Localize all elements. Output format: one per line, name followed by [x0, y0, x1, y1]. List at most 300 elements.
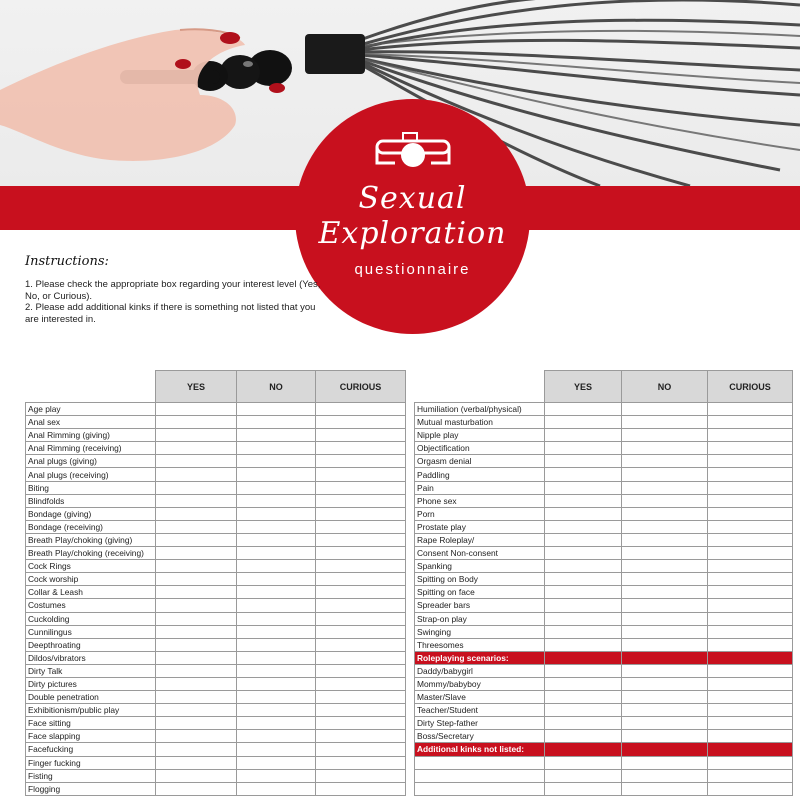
- curious-checkbox-cell[interactable]: [316, 599, 406, 612]
- yes-checkbox-cell[interactable]: [156, 533, 237, 546]
- kink-label: Deepthroating: [26, 638, 156, 651]
- kink-label: Cunnilingus: [26, 625, 156, 638]
- yes-checkbox-cell[interactable]: [545, 664, 622, 677]
- table-row: [415, 547, 793, 560]
- curious-checkbox-cell[interactable]: [316, 455, 406, 468]
- section-fill: [545, 651, 622, 664]
- section-header-row: [415, 743, 793, 756]
- table-row: [415, 769, 793, 782]
- table-row: [415, 782, 793, 795]
- table-row: [26, 455, 406, 468]
- yes-checkbox-cell[interactable]: [545, 677, 622, 690]
- no-checkbox-cell[interactable]: [237, 429, 316, 442]
- no-checkbox-cell[interactable]: [237, 573, 316, 586]
- curious-checkbox-cell[interactable]: [316, 730, 406, 743]
- curious-checkbox-cell[interactable]: [316, 612, 406, 625]
- curious-checkbox-cell[interactable]: [316, 651, 406, 664]
- curious-checkbox-cell[interactable]: [708, 599, 793, 612]
- curious-checkbox-cell[interactable]: [708, 612, 793, 625]
- instruction-step-2: 2. Please add additional kinks if there is something not listed that you are interested in.: [25, 302, 316, 325]
- no-checkbox-cell[interactable]: [622, 612, 708, 625]
- title-questionnaire: questionnaire: [354, 261, 471, 278]
- no-checkbox-cell[interactable]: [237, 704, 316, 717]
- table-row: [415, 507, 793, 520]
- yes-checkbox-cell[interactable]: [545, 756, 622, 769]
- kink-label: Pain: [415, 481, 545, 494]
- no-checkbox-cell[interactable]: [622, 638, 708, 651]
- kink-label: Flogging: [26, 782, 156, 795]
- no-checkbox-cell[interactable]: [237, 717, 316, 730]
- table-row: [26, 481, 406, 494]
- curious-checkbox-cell[interactable]: [316, 717, 406, 730]
- curious-checkbox-cell[interactable]: [708, 756, 793, 769]
- curious-checkbox-cell[interactable]: [316, 769, 406, 782]
- yes-checkbox-cell[interactable]: [545, 442, 622, 455]
- table-row: [415, 730, 793, 743]
- no-checkbox-cell[interactable]: [622, 547, 708, 560]
- curious-checkbox-cell[interactable]: [316, 782, 406, 795]
- kink-label: Mommy/babyboy: [415, 677, 545, 690]
- kink-label: Cock worship: [26, 573, 156, 586]
- no-checkbox-cell[interactable]: [237, 625, 316, 638]
- yes-checkbox-cell[interactable]: [156, 625, 237, 638]
- ball-gag-icon: [373, 129, 453, 169]
- no-checkbox-cell[interactable]: [237, 756, 316, 769]
- curious-checkbox-cell[interactable]: [708, 507, 793, 520]
- kink-label: Boss/Secretary: [415, 730, 545, 743]
- table-row: [26, 468, 406, 481]
- no-checkbox-cell[interactable]: [622, 782, 708, 795]
- yes-checkbox-cell[interactable]: [156, 730, 237, 743]
- curious-checkbox-cell[interactable]: [316, 429, 406, 442]
- title-sexual: Sexual: [358, 181, 467, 216]
- no-checkbox-cell[interactable]: [237, 664, 316, 677]
- yes-checkbox-cell[interactable]: [545, 468, 622, 481]
- yes-checkbox-cell[interactable]: [545, 704, 622, 717]
- no-checkbox-cell[interactable]: [622, 468, 708, 481]
- yes-checkbox-cell[interactable]: [545, 560, 622, 573]
- kink-label: Nipple play: [415, 429, 545, 442]
- table-row: [415, 573, 793, 586]
- kink-label: Collar & Leash: [26, 586, 156, 599]
- yes-checkbox-cell[interactable]: [545, 782, 622, 795]
- no-checkbox-cell[interactable]: [622, 560, 708, 573]
- no-checkbox-cell[interactable]: [237, 416, 316, 429]
- yes-checkbox-cell[interactable]: [156, 769, 237, 782]
- table-row: [415, 756, 793, 769]
- no-checkbox-cell[interactable]: [237, 612, 316, 625]
- curious-checkbox-cell[interactable]: [708, 416, 793, 429]
- no-checkbox-cell[interactable]: [237, 507, 316, 520]
- no-checkbox-cell[interactable]: [622, 769, 708, 782]
- kink-label: Teacher/Student: [415, 704, 545, 717]
- no-checkbox-cell[interactable]: [237, 455, 316, 468]
- header-blank: [415, 371, 545, 403]
- curious-checkbox-cell[interactable]: [708, 730, 793, 743]
- no-checkbox-cell[interactable]: [622, 573, 708, 586]
- curious-checkbox-cell[interactable]: [316, 560, 406, 573]
- kink-label: Dirty Talk: [26, 664, 156, 677]
- yes-checkbox-cell[interactable]: [545, 612, 622, 625]
- yes-checkbox-cell[interactable]: [545, 507, 622, 520]
- no-checkbox-cell[interactable]: [622, 586, 708, 599]
- no-checkbox-cell[interactable]: [622, 416, 708, 429]
- kink-label: Double penetration: [26, 691, 156, 704]
- yes-checkbox-cell[interactable]: [156, 560, 237, 573]
- curious-checkbox-cell[interactable]: [708, 704, 793, 717]
- curious-checkbox-cell[interactable]: [316, 691, 406, 704]
- table-row: [26, 651, 406, 664]
- no-checkbox-cell[interactable]: [622, 429, 708, 442]
- yes-checkbox-cell[interactable]: [156, 416, 237, 429]
- no-checkbox-cell[interactable]: [622, 730, 708, 743]
- no-checkbox-cell[interactable]: [622, 455, 708, 468]
- curious-checkbox-cell[interactable]: [708, 442, 793, 455]
- kink-label: Age play: [26, 403, 156, 416]
- curious-checkbox-cell[interactable]: [316, 625, 406, 638]
- table-row: [26, 560, 406, 573]
- yes-checkbox-cell[interactable]: [156, 520, 237, 533]
- column-yes: YES: [545, 371, 622, 403]
- yes-checkbox-cell[interactable]: [156, 573, 237, 586]
- yes-checkbox-cell[interactable]: [156, 612, 237, 625]
- title-exploration: Exploration: [318, 216, 507, 251]
- table-row: [415, 638, 793, 651]
- no-checkbox-cell[interactable]: [237, 547, 316, 560]
- yes-checkbox-cell[interactable]: [156, 677, 237, 690]
- curious-checkbox-cell[interactable]: [708, 586, 793, 599]
- no-checkbox-cell[interactable]: [622, 704, 708, 717]
- curious-checkbox-cell[interactable]: [316, 664, 406, 677]
- curious-checkbox-cell[interactable]: [708, 455, 793, 468]
- table-row: [415, 416, 793, 429]
- yes-checkbox-cell[interactable]: [156, 586, 237, 599]
- no-checkbox-cell[interactable]: [237, 782, 316, 795]
- curious-checkbox-cell[interactable]: [316, 756, 406, 769]
- yes-checkbox-cell[interactable]: [156, 442, 237, 455]
- table-row: [415, 664, 793, 677]
- yes-checkbox-cell[interactable]: [545, 691, 622, 704]
- kink-label: Breath Play/choking (receiving): [26, 547, 156, 560]
- yes-checkbox-cell[interactable]: [156, 743, 237, 756]
- header-blank: [26, 371, 156, 403]
- table-row: [415, 442, 793, 455]
- table-row: [415, 691, 793, 704]
- curious-checkbox-cell[interactable]: [316, 586, 406, 599]
- kink-label: Dildos/vibrators: [26, 651, 156, 664]
- column-yes: YES: [156, 371, 237, 403]
- no-checkbox-cell[interactable]: [622, 481, 708, 494]
- curious-checkbox-cell[interactable]: [316, 547, 406, 560]
- curious-checkbox-cell[interactable]: [316, 533, 406, 546]
- curious-checkbox-cell[interactable]: [708, 547, 793, 560]
- kink-label: Prostate play: [415, 520, 545, 533]
- yes-checkbox-cell[interactable]: [156, 403, 237, 416]
- kink-label: [415, 782, 545, 795]
- kink-label: Spitting on face: [415, 586, 545, 599]
- table-row: [415, 429, 793, 442]
- yes-checkbox-cell[interactable]: [156, 651, 237, 664]
- curious-checkbox-cell[interactable]: [708, 560, 793, 573]
- yes-checkbox-cell[interactable]: [545, 481, 622, 494]
- no-checkbox-cell[interactable]: [237, 533, 316, 546]
- curious-checkbox-cell[interactable]: [316, 743, 406, 756]
- instructions-body: [25, 279, 325, 325]
- yes-checkbox-cell[interactable]: [545, 403, 622, 416]
- table-row: [415, 403, 793, 416]
- yes-checkbox-cell[interactable]: [156, 481, 237, 494]
- no-checkbox-cell[interactable]: [622, 756, 708, 769]
- yes-checkbox-cell[interactable]: [545, 638, 622, 651]
- no-checkbox-cell[interactable]: [237, 481, 316, 494]
- table-row: [26, 612, 406, 625]
- table-row: [415, 704, 793, 717]
- table-row: [26, 586, 406, 599]
- no-checkbox-cell[interactable]: [237, 743, 316, 756]
- curious-checkbox-cell[interactable]: [708, 638, 793, 651]
- table-row: [415, 625, 793, 638]
- yes-checkbox-cell[interactable]: [545, 573, 622, 586]
- kink-label: Breath Play/choking (giving): [26, 533, 156, 546]
- kink-label: Face sitting: [26, 717, 156, 730]
- curious-checkbox-cell[interactable]: [316, 704, 406, 717]
- table-row: [415, 586, 793, 599]
- table-row: [26, 664, 406, 677]
- yes-checkbox-cell[interactable]: [156, 547, 237, 560]
- kink-label: Spitting on Body: [415, 573, 545, 586]
- no-checkbox-cell[interactable]: [237, 691, 316, 704]
- no-checkbox-cell[interactable]: [237, 677, 316, 690]
- kink-label: Rape Roleplay/: [415, 533, 545, 546]
- yes-checkbox-cell[interactable]: [545, 586, 622, 599]
- no-checkbox-cell[interactable]: [622, 664, 708, 677]
- kink-label: Dirty pictures: [26, 677, 156, 690]
- kink-label: Strap-on play: [415, 612, 545, 625]
- curious-checkbox-cell[interactable]: [316, 507, 406, 520]
- no-checkbox-cell[interactable]: [237, 730, 316, 743]
- yes-checkbox-cell[interactable]: [545, 520, 622, 533]
- curious-checkbox-cell[interactable]: [708, 429, 793, 442]
- kink-label: Consent Non-consent: [415, 547, 545, 560]
- yes-checkbox-cell[interactable]: [156, 717, 237, 730]
- kink-label: Biting: [26, 481, 156, 494]
- curious-checkbox-cell[interactable]: [316, 442, 406, 455]
- kink-label: Face slapping: [26, 730, 156, 743]
- no-checkbox-cell[interactable]: [622, 507, 708, 520]
- table-row: [26, 691, 406, 704]
- column-no: NO: [237, 371, 316, 403]
- table-row: [26, 599, 406, 612]
- yes-checkbox-cell[interactable]: [545, 730, 622, 743]
- table-row: [26, 756, 406, 769]
- no-checkbox-cell[interactable]: [237, 468, 316, 481]
- table-row: [26, 520, 406, 533]
- yes-checkbox-cell[interactable]: [156, 782, 237, 795]
- yes-checkbox-cell[interactable]: [156, 638, 237, 651]
- no-checkbox-cell[interactable]: [622, 403, 708, 416]
- table-row: [415, 533, 793, 546]
- curious-checkbox-cell[interactable]: [316, 494, 406, 507]
- instruction-step-1: 1. Please check the appropriate box regarding your interest level (Yes, No, or Curious).: [25, 279, 321, 302]
- table-row: [26, 533, 406, 546]
- curious-checkbox-cell[interactable]: [708, 573, 793, 586]
- kink-label: Anal plugs (giving): [26, 455, 156, 468]
- no-checkbox-cell[interactable]: [622, 442, 708, 455]
- no-checkbox-cell[interactable]: [622, 691, 708, 704]
- curious-checkbox-cell[interactable]: [708, 664, 793, 677]
- section-fill: [708, 743, 793, 756]
- no-checkbox-cell[interactable]: [237, 586, 316, 599]
- curious-checkbox-cell[interactable]: [708, 468, 793, 481]
- table-row: [415, 677, 793, 690]
- kink-label: Anal Rimming (receiving): [26, 442, 156, 455]
- no-checkbox-cell[interactable]: [622, 494, 708, 507]
- kink-label: Bondage (receiving): [26, 520, 156, 533]
- yes-checkbox-cell[interactable]: [156, 494, 237, 507]
- curious-checkbox-cell[interactable]: [316, 520, 406, 533]
- instructions-heading: Instructions:: [25, 254, 109, 269]
- kink-label: Porn: [415, 507, 545, 520]
- column-no: NO: [622, 371, 708, 403]
- table-row: [26, 429, 406, 442]
- kink-label: Bondage (giving): [26, 507, 156, 520]
- curious-checkbox-cell[interactable]: [708, 533, 793, 546]
- table-row: [26, 403, 406, 416]
- kink-label: Spanking: [415, 560, 545, 573]
- no-checkbox-cell[interactable]: [237, 769, 316, 782]
- table-row: [415, 468, 793, 481]
- no-checkbox-cell[interactable]: [237, 494, 316, 507]
- section-label: Additional kinks not listed:: [415, 743, 545, 756]
- table-row: [26, 743, 406, 756]
- no-checkbox-cell[interactable]: [237, 599, 316, 612]
- yes-checkbox-cell[interactable]: [156, 691, 237, 704]
- no-checkbox-cell[interactable]: [622, 599, 708, 612]
- curious-checkbox-cell[interactable]: [316, 638, 406, 651]
- curious-checkbox-cell[interactable]: [316, 416, 406, 429]
- no-checkbox-cell[interactable]: [237, 520, 316, 533]
- curious-checkbox-cell[interactable]: [708, 677, 793, 690]
- table-row: [26, 782, 406, 795]
- curious-checkbox-cell[interactable]: [708, 691, 793, 704]
- no-checkbox-cell[interactable]: [237, 651, 316, 664]
- kink-label: Threesomes: [415, 638, 545, 651]
- yes-checkbox-cell[interactable]: [545, 455, 622, 468]
- yes-checkbox-cell[interactable]: [156, 455, 237, 468]
- yes-checkbox-cell[interactable]: [545, 494, 622, 507]
- kink-label: Orgasm denial: [415, 455, 545, 468]
- kink-label: Facefucking: [26, 743, 156, 756]
- kink-label: [415, 769, 545, 782]
- kink-label: Objectification: [415, 442, 545, 455]
- curious-checkbox-cell[interactable]: [316, 677, 406, 690]
- column-curious: CURIOUS: [708, 371, 793, 403]
- curious-checkbox-cell[interactable]: [316, 468, 406, 481]
- section-fill: [622, 743, 708, 756]
- kink-label: Cuckolding: [26, 612, 156, 625]
- table-row: [415, 717, 793, 730]
- table-row: [415, 481, 793, 494]
- table-row: [415, 560, 793, 573]
- no-checkbox-cell[interactable]: [237, 442, 316, 455]
- curious-checkbox-cell[interactable]: [708, 403, 793, 416]
- table-row: [415, 599, 793, 612]
- kink-label: Dirty Step-father: [415, 717, 545, 730]
- table-row: [415, 455, 793, 468]
- kink-label: Finger fucking: [26, 756, 156, 769]
- yes-checkbox-cell[interactable]: [545, 599, 622, 612]
- no-checkbox-cell[interactable]: [237, 403, 316, 416]
- curious-checkbox-cell[interactable]: [708, 717, 793, 730]
- yes-checkbox-cell[interactable]: [156, 429, 237, 442]
- yes-checkbox-cell[interactable]: [545, 533, 622, 546]
- table-row: [26, 638, 406, 651]
- table-row: [26, 717, 406, 730]
- curious-checkbox-cell[interactable]: [708, 494, 793, 507]
- kink-label: Daddy/babygirl: [415, 664, 545, 677]
- no-checkbox-cell[interactable]: [622, 533, 708, 546]
- kink-label: Phone sex: [415, 494, 545, 507]
- yes-checkbox-cell[interactable]: [545, 625, 622, 638]
- yes-checkbox-cell[interactable]: [156, 756, 237, 769]
- table-row: [26, 704, 406, 717]
- yes-checkbox-cell[interactable]: [545, 717, 622, 730]
- yes-checkbox-cell[interactable]: [156, 664, 237, 677]
- kink-label: Fisting: [26, 769, 156, 782]
- yes-checkbox-cell[interactable]: [156, 468, 237, 481]
- table-row: [415, 612, 793, 625]
- curious-checkbox-cell[interactable]: [316, 403, 406, 416]
- table-row: [26, 730, 406, 743]
- yes-checkbox-cell[interactable]: [545, 429, 622, 442]
- yes-checkbox-cell[interactable]: [545, 547, 622, 560]
- kink-label: Costumes: [26, 599, 156, 612]
- no-checkbox-cell[interactable]: [622, 717, 708, 730]
- kink-label: Anal plugs (receiving): [26, 468, 156, 481]
- kink-label: Anal sex: [26, 416, 156, 429]
- curious-checkbox-cell[interactable]: [708, 520, 793, 533]
- kink-label: Anal Rimming (giving): [26, 429, 156, 442]
- section-header-row: [415, 651, 793, 664]
- table-row: [26, 507, 406, 520]
- table-row: [26, 494, 406, 507]
- yes-checkbox-cell[interactable]: [156, 599, 237, 612]
- curious-checkbox-cell[interactable]: [708, 481, 793, 494]
- curious-checkbox-cell[interactable]: [708, 625, 793, 638]
- curious-checkbox-cell[interactable]: [316, 481, 406, 494]
- kink-label: Blindfolds: [26, 494, 156, 507]
- yes-checkbox-cell[interactable]: [545, 416, 622, 429]
- table-row: [415, 520, 793, 533]
- kink-label: Spreader bars: [415, 599, 545, 612]
- section-fill: [545, 743, 622, 756]
- curious-checkbox-cell[interactable]: [708, 782, 793, 795]
- curious-checkbox-cell[interactable]: [708, 769, 793, 782]
- no-checkbox-cell[interactable]: [622, 625, 708, 638]
- table-row: [26, 442, 406, 455]
- table-row: [26, 547, 406, 560]
- kink-label: Humiliation (verbal/physical): [415, 403, 545, 416]
- no-checkbox-cell[interactable]: [237, 560, 316, 573]
- column-curious: CURIOUS: [316, 371, 406, 403]
- yes-checkbox-cell[interactable]: [545, 769, 622, 782]
- no-checkbox-cell[interactable]: [622, 677, 708, 690]
- no-checkbox-cell[interactable]: [237, 638, 316, 651]
- curious-checkbox-cell[interactable]: [316, 573, 406, 586]
- yes-checkbox-cell[interactable]: [156, 507, 237, 520]
- no-checkbox-cell[interactable]: [622, 520, 708, 533]
- yes-checkbox-cell[interactable]: [156, 704, 237, 717]
